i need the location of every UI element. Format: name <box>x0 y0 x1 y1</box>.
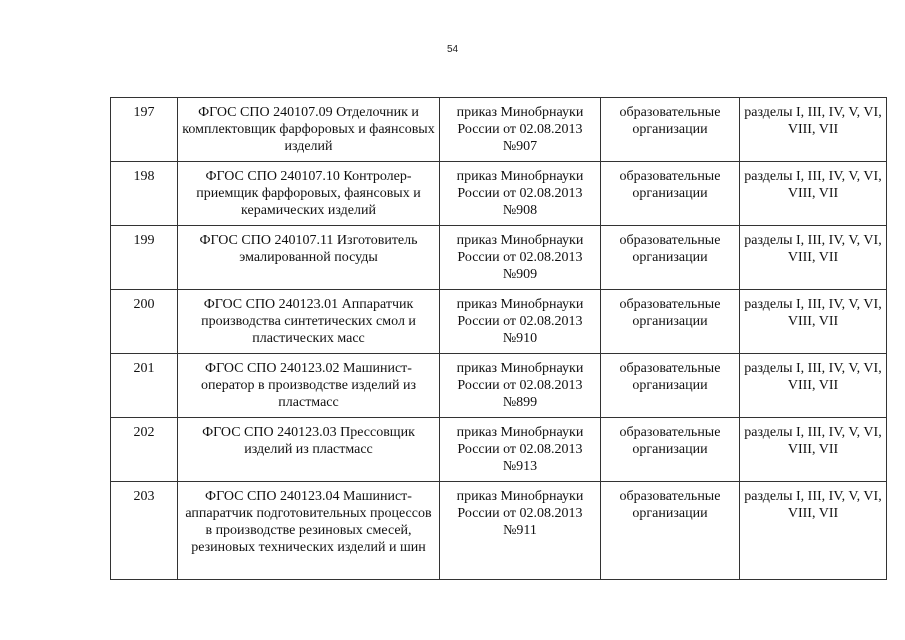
order-reference: приказ Минобрнауки России от 02.08.2013 №899 <box>440 354 601 418</box>
standards-table <box>110 97 887 580</box>
row-number: 198 <box>111 162 178 226</box>
standard-title: ФГОС СПО 240107.10 Контролер-приемщик фарфоровых, фаянсовых и керамических изделий <box>178 162 440 226</box>
organization-type: образовательные организации <box>601 418 740 482</box>
organization-type: образовательные организации <box>601 226 740 290</box>
standard-title: ФГОС СПО 240107.09 Отделочник и комплектовщик фарфоровых и фаянсовых изделий <box>178 98 440 162</box>
row-number: 197 <box>111 98 178 162</box>
sections-list: разделы I, III, IV, V, VI, VIII, VII <box>740 162 887 226</box>
organization-type: образовательные организации <box>601 98 740 162</box>
organization-type: образовательные организации <box>601 354 740 418</box>
row-number: 202 <box>111 418 178 482</box>
sections-list: разделы I, III, IV, V, VI, VIII, VII <box>740 354 887 418</box>
table-row <box>111 482 887 580</box>
order-reference: приказ Минобрнауки России от 02.08.2013 №909 <box>440 226 601 290</box>
table-row <box>111 98 887 162</box>
row-number: 199 <box>111 226 178 290</box>
table-row <box>111 418 887 482</box>
sections-list: разделы I, III, IV, V, VI, VIII, VII <box>740 418 887 482</box>
standard-title: ФГОС СПО 240123.04 Машинист-аппаратчик подготовительных процессов в производстве резиновых смесей, резиновых технических изделий и шин <box>178 482 440 580</box>
sections-list: разделы I, III, IV, V, VI, VIII, VII <box>740 482 887 580</box>
standard-title: ФГОС СПО 240123.02 Машинист-оператор в производстве изделий из пластмасс <box>178 354 440 418</box>
row-number: 203 <box>111 482 178 580</box>
order-reference: приказ Минобрнауки России от 02.08.2013 №911 <box>440 482 601 580</box>
table-row <box>111 290 887 354</box>
table-row <box>111 162 887 226</box>
order-reference: приказ Минобрнауки России от 02.08.2013 №907 <box>440 98 601 162</box>
organization-type: образовательные организации <box>601 482 740 580</box>
standard-title: ФГОС СПО 240123.01 Аппаратчик производства синтетических смол и пластических масс <box>178 290 440 354</box>
sections-list: разделы I, III, IV, V, VI, VIII, VII <box>740 98 887 162</box>
order-reference: приказ Минобрнауки России от 02.08.2013 №910 <box>440 290 601 354</box>
organization-type: образовательные организации <box>601 290 740 354</box>
page-number: 54 <box>446 44 459 55</box>
standard-title: ФГОС СПО 240107.11 Изготовитель эмалированной посуды <box>178 226 440 290</box>
order-reference: приказ Минобрнауки России от 02.08.2013 №913 <box>440 418 601 482</box>
order-reference: приказ Минобрнауки России от 02.08.2013 №908 <box>440 162 601 226</box>
table-row <box>111 354 887 418</box>
row-number: 201 <box>111 354 178 418</box>
standard-title: ФГОС СПО 240123.03 Прессовщик изделий из пластмасс <box>178 418 440 482</box>
organization-type: образовательные организации <box>601 162 740 226</box>
sections-list: разделы I, III, IV, V, VI, VIII, VII <box>740 226 887 290</box>
row-number: 200 <box>111 290 178 354</box>
table-row <box>111 226 887 290</box>
sections-list: разделы I, III, IV, V, VI, VIII, VII <box>740 290 887 354</box>
